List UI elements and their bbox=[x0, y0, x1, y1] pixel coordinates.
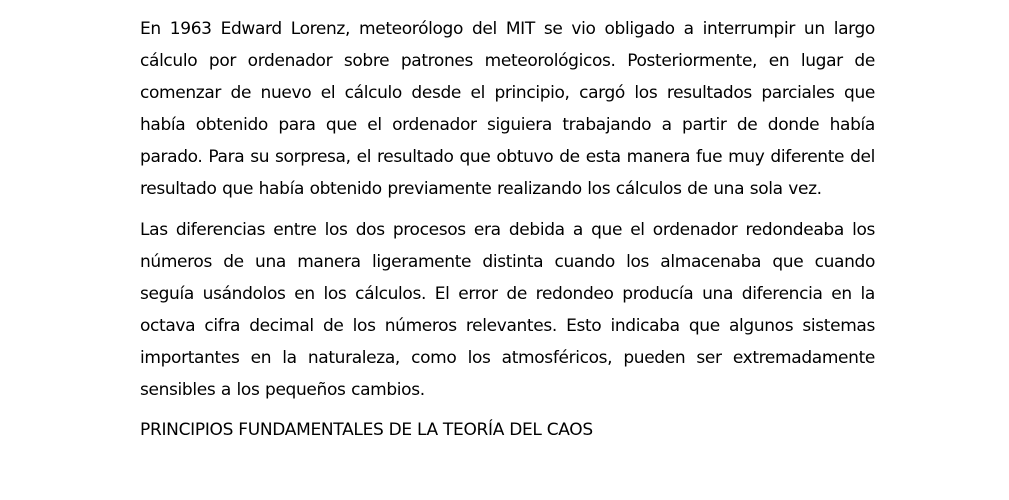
document-body bbox=[140, 13, 875, 445]
paragraph-rounding-differences: Las diferencias entre los dos procesos era debida a que el ordenador redondeaba los números de una manera ligeramente distinta cuando los almacenaba que cuando seguía usándolos en los cálculos. El error de redondeo producía una diferencia en la octava cifra decimal de los números relevantes. Esto indicaba que algunos sistemas importantes en la naturaleza, como los atmosféricos, pueden ser extremadamente sensibles a los pequeños cambios. bbox=[140, 220, 875, 400]
paragraph-lorenz-1963: En 1963 Edward Lorenz, meteorólogo del MIT se vio obligado a interrumpir un largo cálculo por ordenador sobre patrones meteorológicos. Posteriormente, en lugar de comenzar de nuevo el cálculo desde el principio, cargó los resultados parciales que había obtenido para que el ordenador siguiera trabajando a partir de donde había parado. Para su sorpresa, el resultado que obtuvo de esta manera fue muy diferente del resultado que había obtenido previamente realizando los cálculos de una sola vez. bbox=[140, 19, 875, 199]
section-heading: PRINCIPIOS FUNDAMENTALES DE LA TEORÍA DEL CAOS bbox=[140, 420, 593, 440]
